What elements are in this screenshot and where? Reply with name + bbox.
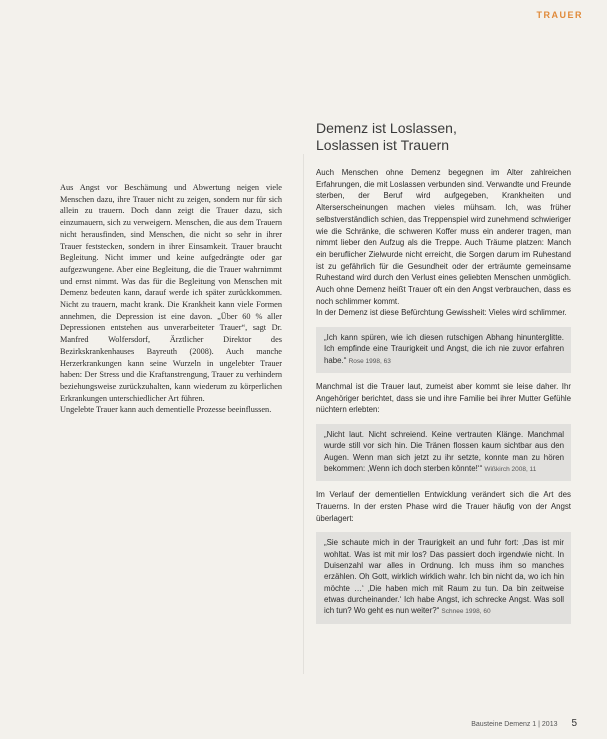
quote-box-2 — [316, 424, 571, 481]
left-paragraph-2: Ungelebte Trauer kann auch dementielle Prozesse beeinflussen. — [60, 405, 272, 415]
quote-box-3 — [316, 532, 571, 623]
left-paragraph-1: Aus Angst vor Beschämung und Abwertung neigen viele Menschen dazu, ihre Trauer nicht zu zeigen, sondern nur für sich allein zu trauern. Doch dann zeigt die Trauer dazu, sich einzumauern, sich zu verweigern. Menschen, die aus dem Trauern nicht herausfinden, sind Menschen, die nicht so sehr in ihrer Trauer feststecken, sondern in ihrer Einsamkeit. Trauer braucht Begleitung. Nicht immer und keine aufgedrängte oder gar aufgezwungene. Aber eine Begleitung, die die Trauer wahrnimmt und ernst nimmt. Was das für die Begleitung von Menschen mit Demenz bedeuten kann, darauf werde ich später zurückkommen. Nicht zu trauern, macht krank. Die Krankheit kann viele Formen annehmen, die Depression ist eine davon. „Über 60 % aller Depressionen entstehen aus unverarbeiteter Trauer“, sagt Dr. Manfred Wolfersdorf, Ärztlicher Direktor des Bezirkskrankenhauses Bayreuth (2008). Auch manche Herzerkrankungen kann seine Wurzeln in ungelebter Trauer haben: Der Stress und die Kraftanstrengung, Trauer zu verhindern beziehungsweise zurückzuhalten, kann wiederum zu körperlichen Erkrankungen unterschiedlicher Art führen. — [60, 183, 282, 403]
right-paragraph-3: Manchmal ist die Trauer laut, zumeist aber kommt sie leise daher. Ihr Angehöriger berichtet, dass sie und ihre Familie bei ihrer Mutter Gefühle nüchtern erlebten: — [316, 382, 571, 415]
right-paragraph-1: Auch Menschen ohne Demenz begegnen im Alter zahlreichen Erfahrungen, die mit Loslassen verbunden sind. Verwandte und Freunde sterben, der Beruf wird aufgegeben, Krankheiten und Alterserscheinungen machen vieles mühsam. Ich, was früher selbstverständlich schien, das Treppenspiel wird zunehmend schwieriger wie die Schränke, die schweren Koffer muss ein anderer tragen, man nimmt lieber den Aufzug als die Treppe. Auch Träume platzen: Manch ein beruflicher Zielwurde nicht erreicht, die Sorgen darum im Ruhestand ist zu gefährlich für die Gesundheit oder der erträumte gemeinsame Ruhestand wird durch den Verlust eines geliebten Menschen unmöglich. Auch ohne Demenz heißt Trauer oft ein den Angst verbrauchen, dass es noch schlimmer kommt. — [316, 168, 571, 306]
article-heading — [316, 120, 457, 154]
quote-3-source: Schnee 1998, 60 — [441, 608, 491, 616]
heading-line-2: Loslassen ist Trauern — [316, 137, 450, 153]
quote-box-1 — [316, 327, 571, 373]
quote-3-text: „Sie schaute mich in der Traurigkeit an und fuhr fort: ‚Das ist mir wohltat. Was ist mit mir los? Das passiert doch irgendwie nicht. In Duisenzahl war alles in Ordnung. Ich muss ihm so manches erzählen. Oh Gott, wirklich wirklich wahr. Ich bin nicht da, wo ich hin möchte …‘ ‚Die haben mich mit Raum zu tun. Da bin zeitweise etwas durcheinander.‘ Ich habe Angst, ich schrecke Angst. Was soll ich tun? Wo geht es nun weiter?“ — [324, 538, 564, 616]
journal-name: Bausteine Demenz 1 | 2013 — [471, 721, 558, 728]
quote-1-source: Rose 1998, 63 — [348, 357, 391, 365]
right-paragraph-2: In der Demenz ist diese Befürchtung Gewissheit: Vieles wird schlimmer. — [316, 308, 567, 318]
quote-2-source: Wißkirch 2008, 11 — [484, 466, 537, 474]
section-tag: TRAUER — [536, 10, 583, 20]
page-number: 5 — [571, 718, 577, 729]
left-column — [60, 182, 282, 416]
right-paragraph-4: Im Verlauf der dementiellen Entwicklung verändert sich die Art des Trauerns. In der ersten Phase wird die Trauer häufig von der Angst überlagert: — [316, 490, 571, 523]
page-footer — [471, 718, 577, 729]
heading-line-1: Demenz ist Loslassen, — [316, 120, 457, 136]
quote-1-text: „Ich kann spüren, wie ich diesen rutschigen Abhang hinunterglitte. Ich empfinde eine Traurigkeit und Angst, die ich nie zuvor erfahren habe.“ — [324, 333, 564, 365]
right-column — [316, 167, 571, 632]
quote-2-text: „Nicht laut. Nicht schreiend. Keine vertrauten Klänge. Manchmal wurde still vor sich hin. Die Tränen flossen kaum sichtbar aus den Augen. Wenn man sich jetzt zu ihr setzte, konnte man zu hören bekommen: ‚Wenn ich doch sterben könnte!‘“ — [324, 430, 564, 474]
column-divider — [303, 154, 304, 674]
